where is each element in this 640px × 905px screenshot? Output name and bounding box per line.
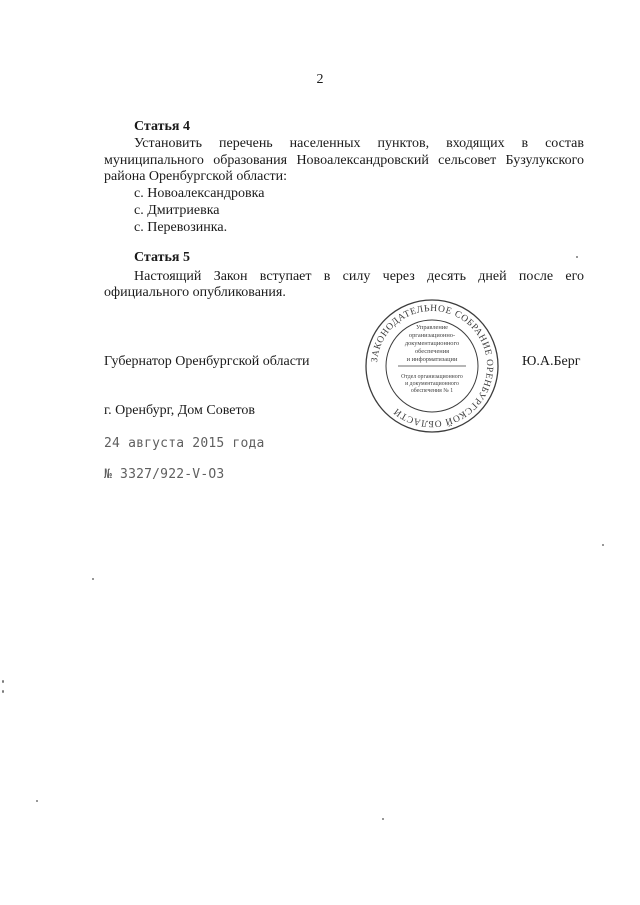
scan-speck bbox=[576, 256, 578, 258]
stamp-lower-text bbox=[401, 374, 463, 394]
settlement-item: с. Перевозинка. bbox=[134, 220, 228, 235]
official-stamp bbox=[364, 298, 500, 434]
article-4-line-3: района Оренбургской области: bbox=[104, 169, 288, 184]
place-of-signing: г. Оренбург, Дом Советов bbox=[104, 403, 255, 418]
article-4-title: Статья 4 bbox=[134, 119, 190, 134]
article-5-title: Статья 5 bbox=[134, 250, 190, 265]
article-5-line-1: Настоящий Закон вступает в силу через десять дней после его bbox=[134, 269, 584, 284]
scan-speck bbox=[92, 578, 94, 580]
svg-text:и документационного: и документационного bbox=[405, 381, 459, 387]
stamp-center-text bbox=[405, 324, 459, 363]
stamp-ring-text: ЗАКОНОДАТЕЛЬНОЕ СОБРАНИЕ ОРЕНБУРГСКОЙ ОБЛАСТИ bbox=[370, 303, 495, 429]
svg-text:обеспечения: обеспечения bbox=[414, 348, 450, 355]
governor-name: Ю.А.Берг bbox=[522, 354, 581, 369]
svg-text:и информатизации: и информатизации bbox=[406, 356, 458, 363]
settlement-item: с. Новоалександровка bbox=[134, 186, 265, 201]
scan-speck bbox=[602, 544, 604, 546]
svg-text:организационно-: организационно- bbox=[408, 332, 456, 339]
governor-position: Губернатор Оренбургской области bbox=[104, 354, 310, 369]
svg-text:Отдел организационного: Отдел организационного bbox=[401, 374, 463, 380]
article-4-line-1: Установить перечень населенных пунктов, входящих в состав bbox=[134, 136, 584, 151]
law-number: № 3327/922-V-ОЗ bbox=[104, 467, 225, 482]
svg-text:Управление: Управление bbox=[415, 324, 449, 331]
settlement-item: с. Дмитриевка bbox=[134, 203, 220, 218]
page-number: 2 bbox=[316, 72, 324, 87]
signing-date: 24 августа 2015 года bbox=[104, 436, 265, 451]
scan-speck bbox=[382, 818, 384, 820]
scan-speck bbox=[2, 680, 4, 683]
scan-speck bbox=[2, 690, 4, 693]
svg-text:документационного: документационного bbox=[404, 340, 460, 347]
article-4-line-2: муниципального образования Новоалександровский сельсовет Бузулукского bbox=[104, 153, 584, 168]
article-5-line-2: официального опубликования. bbox=[104, 285, 286, 300]
scan-speck bbox=[36, 800, 38, 802]
svg-text:обеспечения № 1: обеспечения № 1 bbox=[410, 388, 454, 394]
